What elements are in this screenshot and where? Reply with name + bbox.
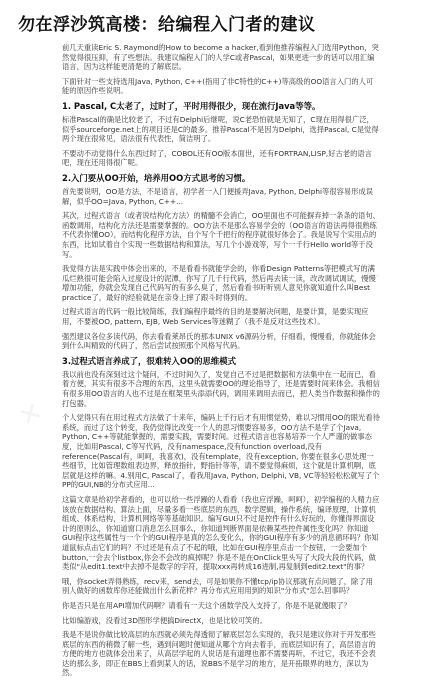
document-title: 勿在浮沙筑高楼：给编程入门者的建议 bbox=[18, 15, 316, 35]
paragraph: 前几天重读Eric S. Raymond的How to become a hacker,看到他推荐编程入门选用Python，突然觉得很压抑，有了些想法。我建议编程入门的人学C或者Pascal，如果更进一步的话可以用汇编语言，因为这样能更清楚的了解底层。 bbox=[62, 43, 379, 72]
paragraph: 强烈建议各位多读代码，你去看看莱昂氏的那本UNIX v6源码分析，仔细看，慢慢看，你就能体会到什么叫精致的代码了，然后尝试按照那个风格写代码。 bbox=[62, 331, 376, 351]
section-heading: 2.入门要从OO开始，培养用OO方式思考的习惯。 bbox=[62, 172, 251, 183]
paragraph: 这篇文章是给初学者看的，也可以给一些浮躁的人看看（我也应浮躁，呵呵），初学编程的人精力应该放在数据结构、算法上面，尽量多看一些底层的东西，数学逻辑，操作系统，编译原理，计算机组成、体系结构，计算机网络等等基础知识。编写GUI只不过是控件有什么好玩的，你懂得界面设计的原则么，你知道窗口消息怎么回事么，你知道判断界面是依赖某些控件属性变化吗？你知道GUI程序这些属性与一个个的GUI程序是真的怎么变化么，你的GUI程序有多少的消息循环吗？你知道鼠标点击它们的吗？不过还是有点了不起的哦，比如在GUI程序里点击一个按钮，一会要加个button,一会去个listbox,你会不会改的疯掉呢？你是不是在OnClick里头写了大段大段的代码，做类似"从edit1.text中去掉不是数字的字符，提取xxx再转成16进制,再复制到edit2.text"的事？ bbox=[62, 494, 380, 572]
paragraph: 我是不是说你做比较高层的东西就必须先得透彻了解底层怎么实现的，我只是建议你对于开发那些底层的东西的稍微了解一些，遇到问题时便知道从哪个方向去着手，而底层知识有了，高层语言的方便的地方也就体会出来了，从高层学起的人说话是有道理也都不需要再听，不过它，我还不会表达的那么多，即正在BBS上看到某人的话，说BBS不是学习的地方，是开拓眼界的地方，深以为然。 bbox=[62, 630, 376, 678]
section-heading: 1. Pascal, C太老了，过时了，平时用得很少，现在流行Java等等。 bbox=[62, 100, 321, 111]
paragraph: 哦，你socket弄得熟练，recv来，send去，可是如果你不懂tcp/ip协议那就有点问题了，除了用别人做好的函数库你还能做出什么新花样？再分布式应用用到的知识"分布式"怎么回事吗？ bbox=[62, 576, 373, 596]
document-body bbox=[62, 43, 380, 683]
paragraph: 我觉得方法是实践中体会出来的，不是看看书就能学会的，你看Design Patterns等把模式写的满瓜烂熟很可能会陷入过度设计的泥潭，你写了几千行代码，然后再去读一读，改改调试调试，慢慢增加功能，你就会发现自己代码写的有多么臭了，然后看看书听听别人意见你就知道什么叫Best practice了，最好的经验就是在亲身上摔了跟斗时得到的。 bbox=[62, 264, 376, 302]
paragraph: 标准Pascal的确是比较老了，不过有Delphi后继呢，说C老恐怕就是无知了，C现在用得很广泛，似乎sourceforge.net上的项目还是C的最多。推荐Pascal不是因为Delphi，选择Pascal, C是觉得两个现在很常见，语法很有代表性，简洁明了。 bbox=[62, 114, 379, 144]
paragraph: 首先要说明，OO是方法，不是语言，初学者一入门便援弄Java, Python, Delphi等很容易形成误解，似乎OO=Java, Python, C++... bbox=[62, 186, 374, 206]
paragraph: 你是否只是在用API增加代码啊？请看有一天这个函数学没入支持了，你是不是就傻眼了？ bbox=[62, 600, 351, 610]
paragraph: 不要动不动觉得什么东西过时了，COBOL还有OO版本面世，还有FORTRAN,LISP,好古老的语言吧，现在还用得很广呢。 bbox=[62, 148, 372, 168]
paragraph: 过程式语言的代码一般比较简练，我们编程序最终的目的是要解决问题，是要计算，是要实现应用，不要被OO, pattern, EJB, Web Services等迷糊了（我不是反对这些技术）。 bbox=[62, 307, 369, 327]
section-heading: 3.过程式语言养成了，很难转入OO的思维模式 bbox=[62, 355, 236, 366]
paragraph: 个人觉得只有在用过程式方法做了十来年，编码上千行后才有用惯觉势，难以习惯用OO的眼光看待系统，而过了这个转变，我仍觉得比改变一个人的思习惯要容易多，OO方法不是学了个Java, Python, C++等就能掌握的，需要实践，需要时间。过程式语言也容易培养一个人严谨的做事态度，比如用Pascal, C等写代码，没有namespace,没有function overload,没有reference(Pascal有，呵呵，我喜欢)，没有template，没有exception, 你要在很多心思处理一些细节，比如管理数组表边界，释放指针，野指针等等，请不要觉得麻烦，这个就是计算机啊，底层就是这样的嘛。4.别用C, Pascal了，看我用Java, Python, Delphi, VB, VC等轻轻松松就写了个PP的GUI,NB的分布式应用... bbox=[62, 413, 380, 490]
paragraph: 其次，过程式语言（或者说结构化方法）的精髓不会消亡，OO里面也不可能摒弃掉一条条的语句、函数调用，结构化方法还是需要掌握的。OO方法不是那么容易学会的（OO语言的语法再得很熟练不代表你懂OO），而结构化程序方法，自个写个千把行的程序就很好体会了。我是说写个实用点的东西，比如试着自个实现一些数据结构和算法，写几个小游戏等，写个一千行Hello world等于没写。 bbox=[62, 211, 380, 259]
paragraph: 我以前也没有深刻过这个疑问，不过时间久了，发觉自己不过是把数据和方法集中在一起而已，看着方便，其实有很多不合理的东西，这里头就需要OO的理论指导了，还是需要时间来体会。我相信有很多用OO语言的人也不过是在框架里头添添代码，调用来调用去而已，把人类当作数据和操作的打包器。 bbox=[62, 369, 380, 408]
paragraph: 比如编游戏，没看过3D图形学便搞DirectX，也是比较可笑的。 bbox=[62, 615, 267, 625]
paragraph: 下面针对一些支持选用Java, Python, C++(指用了非C特性的C++)等高级的OO语言入门的人可能的原因作些说明。 bbox=[62, 76, 374, 96]
watermark: ✕ bbox=[13, 396, 48, 434]
watermark: ✕ bbox=[293, 36, 328, 74]
watermark: ✕ bbox=[353, 256, 388, 294]
